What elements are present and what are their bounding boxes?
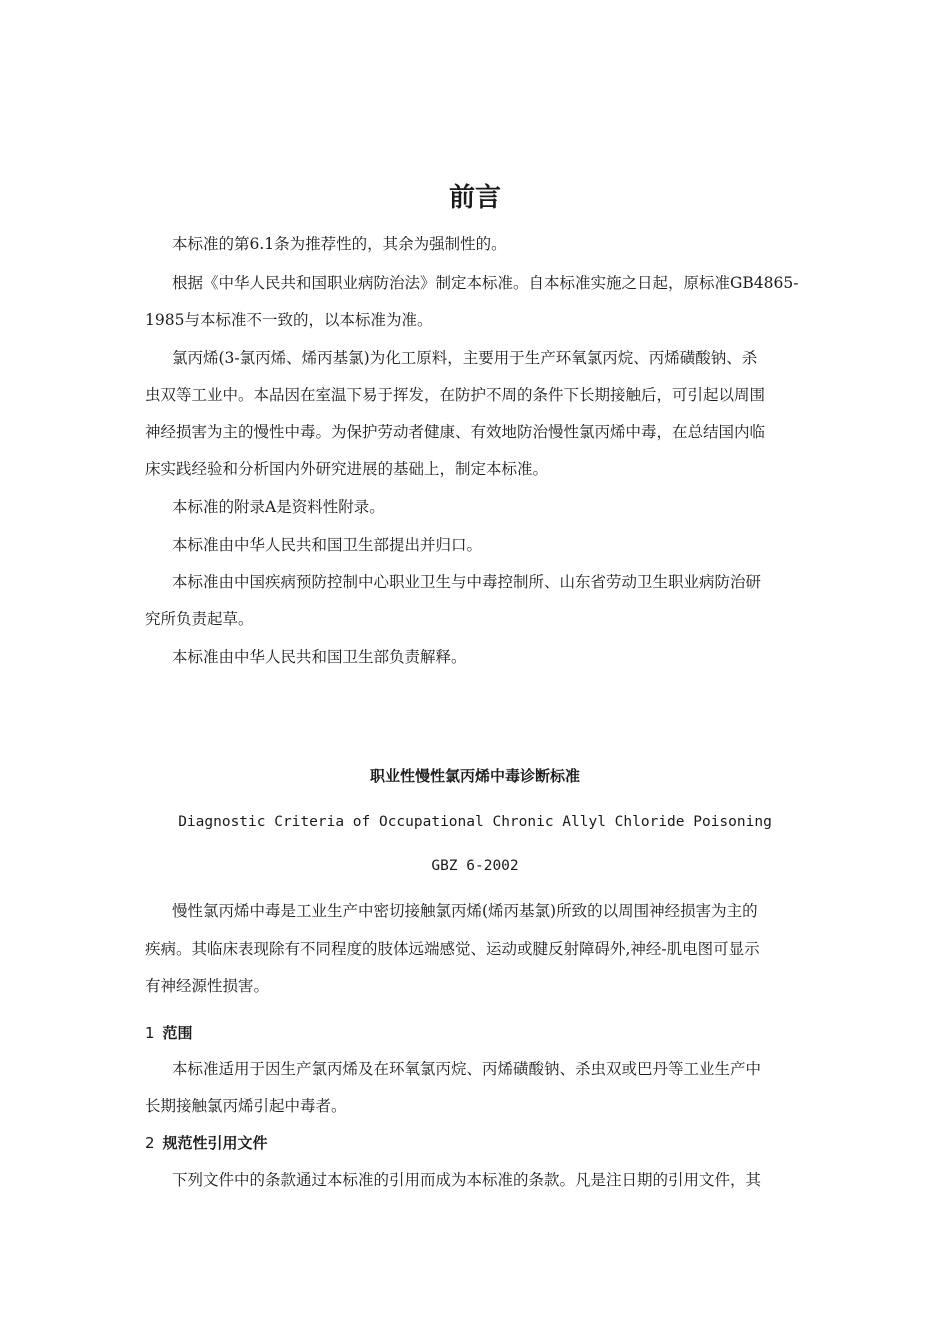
section-2-number: 2 bbox=[145, 1134, 155, 1152]
preface-line: 根据《中华人民共和国职业病防治法》制定本标准。自本标准实施之日起，原标准GB4865- bbox=[172, 274, 799, 292]
preface-line: 本标准由中华人民共和国卫生部提出并归口。 bbox=[172, 536, 483, 554]
preface-line: 1985与本标准不一致的，以本标准为准。 bbox=[145, 311, 433, 329]
standard-title-cn: 职业性慢性氯丙烯中毒诊断标准 bbox=[369, 767, 580, 785]
preface-line: 究所负责起草。 bbox=[145, 610, 254, 628]
preface-line: 本标准的附录A是资料性附录。 bbox=[172, 498, 385, 516]
preface-line: 本标准的第6.1条为推荐性的，其余为强制性的。 bbox=[172, 235, 507, 253]
section-1-number: 1 bbox=[145, 1024, 155, 1042]
section-2-heading bbox=[145, 1132, 268, 1154]
preface-line: 虫双等工业中。本品因在室温下易于挥发，在防护不周的条件下长期接触后，可引起以周围 bbox=[145, 386, 766, 404]
preface-line: 本标准由中华人民共和国卫生部负责解释。 bbox=[172, 648, 467, 666]
intro-line: 疾病。其临床表现除有不同程度的肢体远端感觉、运动或腱反射障碍外,神经-肌电图可显示 bbox=[145, 940, 760, 958]
intro-line: 慢性氯丙烯中毒是工业生产中密切接触氯丙烯(烯丙基氯)所致的以周围神经损害为主的 bbox=[172, 902, 758, 920]
standard-title-en: Diagnostic Criteria of Occupational Chronic Allyl Chloride Poisoning bbox=[178, 814, 772, 830]
preface-line: 本标准由中国疾病预防控制中心职业卫生与中毒控制所、山东省劳动卫生职业病防治研 bbox=[172, 573, 762, 591]
section-1-title: 范围 bbox=[162, 1024, 193, 1042]
standard-code: GBZ 6-2002 bbox=[431, 858, 519, 874]
preface-line: 神经损害为主的慢性中毒。为保护劳动者健康、有效地防治慢性氯丙烯中毒，在总结国内临 bbox=[145, 423, 766, 441]
section-2-line: 下列文件中的条款通过本标准的引用而成为本标准的条款。凡是注日期的引用文件，其 bbox=[172, 1171, 762, 1189]
section-1-line: 长期接触氯丙烯引起中毒者。 bbox=[145, 1097, 347, 1115]
preface-title: 前言 bbox=[448, 183, 501, 213]
intro-line: 有神经源性损害。 bbox=[145, 977, 270, 995]
preface-line: 氯丙烯(3-氯丙烯、烯丙基氯)为化工原料，主要用于生产环氧氯丙烷、丙烯磺酸钠、杀 bbox=[172, 349, 758, 367]
section-2-title: 规范性引用文件 bbox=[162, 1134, 268, 1152]
section-1-heading bbox=[145, 1022, 193, 1044]
preface-line: 床实践经验和分析国内外研究进展的基础上，制定本标准。 bbox=[145, 460, 549, 478]
section-1-line: 本标准适用于因生产氯丙烯及在环氧氯丙烷、丙烯磺酸钠、杀虫双或巴丹等工业生产中 bbox=[172, 1060, 762, 1078]
